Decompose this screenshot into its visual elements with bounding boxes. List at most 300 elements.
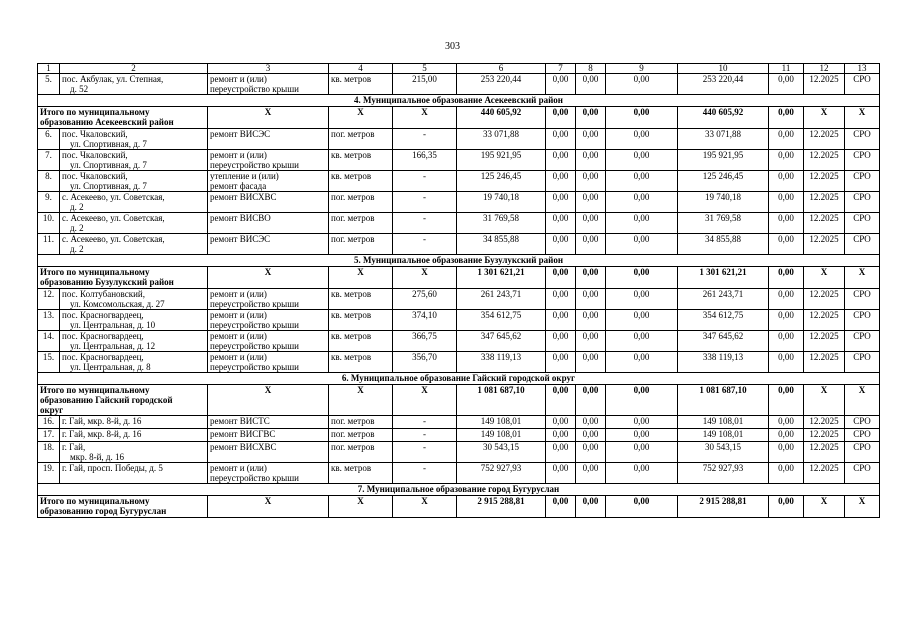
contractor-cell: СРО <box>845 192 880 213</box>
x-cell: Х <box>845 267 880 289</box>
subtotal-label-line: Итого по муниципальному <box>40 496 150 506</box>
value-cell: 0,00 <box>546 74 576 95</box>
contractor-cell: СРО <box>845 310 880 331</box>
value-cell: 0,00 <box>546 416 576 429</box>
work-type-cell <box>208 331 329 352</box>
address-cell <box>60 289 208 310</box>
fund-cost-cell: 31 769,58 <box>678 213 769 234</box>
value-cell: 0,00 <box>606 496 678 518</box>
value-cell: 0,00 <box>769 74 804 95</box>
value-cell: 0,00 <box>606 352 678 373</box>
total-cost-cell: 34 855,88 <box>457 234 546 255</box>
address-cell <box>60 416 208 429</box>
fund-cost-cell: 30 543,15 <box>678 442 769 463</box>
value-cell: 0,00 <box>769 496 804 518</box>
address-cell <box>60 234 208 255</box>
address-cell <box>60 150 208 171</box>
work-type-cell-line: ремонт ВИСГВС <box>210 429 276 439</box>
work-type-cell-line: ремонт ВИСХВС <box>210 442 277 452</box>
address-cell <box>60 310 208 331</box>
value-cell: 0,00 <box>546 385 576 416</box>
value-cell: 0,00 <box>769 442 804 463</box>
address-cell-line: с. Асекеево, ул. Советская, <box>62 234 165 244</box>
value-cell: 0,00 <box>546 289 576 310</box>
contractor-cell: СРО <box>845 352 880 373</box>
value-cell: 0,00 <box>606 74 678 95</box>
page-number: 303 <box>445 41 460 52</box>
value-cell: 0,00 <box>576 289 606 310</box>
value-cell: 0,00 <box>606 331 678 352</box>
value-cell: 0,00 <box>576 234 606 255</box>
work-type-cell-line: ремонт ВИСТС <box>210 416 270 426</box>
fund-cost-cell: 253 220,44 <box>678 74 769 95</box>
value-cell: 0,00 <box>576 150 606 171</box>
section-heading-row <box>38 373 880 385</box>
address-cell-line: с. Асекеево, ул. Советская, <box>62 192 165 202</box>
row-number-cell: 11. <box>38 234 60 255</box>
fund-cost-cell: 149 108,01 <box>678 416 769 429</box>
table-row <box>38 463 880 484</box>
value-cell: 0,00 <box>769 463 804 484</box>
fund-cost-cell: 1 081 687,10 <box>678 385 769 416</box>
value-cell: 0,00 <box>606 442 678 463</box>
total-cost-cell: 125 246,45 <box>457 171 546 192</box>
value-cell: 0,00 <box>546 150 576 171</box>
subtotal-label-line: образованию Гайский городской <box>40 395 173 405</box>
unit-cell: кв. метров <box>329 171 393 192</box>
value-cell: 0,00 <box>769 129 804 150</box>
value-cell: 0,00 <box>576 416 606 429</box>
value-cell: 0,00 <box>606 385 678 416</box>
address-cell-line: д. 2 <box>70 202 84 212</box>
value-cell: 0,00 <box>606 171 678 192</box>
column-header: 5 <box>393 64 457 74</box>
contractor-cell: СРО <box>845 213 880 234</box>
address-cell <box>60 442 208 463</box>
row-number-cell: 5. <box>38 74 60 95</box>
column-header: 11 <box>769 64 804 74</box>
subtotal-label-line: образованию Асекеевский район <box>40 117 174 127</box>
address-cell-line: ул. Спортивная, д. 7 <box>70 160 147 170</box>
value-cell: 0,00 <box>576 129 606 150</box>
fund-cost-cell: 440 605,92 <box>678 107 769 129</box>
value-cell: 0,00 <box>606 150 678 171</box>
work-type-cell <box>208 289 329 310</box>
value-cell: 0,00 <box>606 234 678 255</box>
work-type-cell-line: ремонт фасада <box>210 181 267 191</box>
column-header: 9 <box>606 64 678 74</box>
total-cost-cell: 253 220,44 <box>457 74 546 95</box>
work-type-cell-line: ремонт ВИСЭС <box>210 234 271 244</box>
quantity-cell: 166,35 <box>393 150 457 171</box>
address-cell <box>60 74 208 95</box>
quantity-cell: 215,00 <box>393 74 457 95</box>
table-row <box>38 234 880 255</box>
total-cost-cell: 2 915 288,81 <box>457 496 546 518</box>
table-row <box>38 429 880 442</box>
x-cell: Х <box>393 107 457 129</box>
subtotal-row <box>38 267 880 289</box>
work-type-cell <box>208 213 329 234</box>
work-type-cell-line: ремонт и (или) <box>210 331 267 341</box>
x-cell: Х <box>329 107 393 129</box>
value-cell: 0,00 <box>576 310 606 331</box>
value-cell: 0,00 <box>546 192 576 213</box>
address-cell-line: д. 52 <box>70 84 89 94</box>
value-cell: 0,00 <box>769 289 804 310</box>
value-cell: 0,00 <box>769 429 804 442</box>
table-body <box>38 64 880 518</box>
address-cell <box>60 213 208 234</box>
work-type-cell <box>208 192 329 213</box>
row-number-cell: 18. <box>38 442 60 463</box>
total-cost-cell: 752 927,93 <box>457 463 546 484</box>
deadline-cell: 12.2025 <box>804 234 845 255</box>
subtotal-label <box>38 267 208 289</box>
section-heading-row <box>38 95 880 107</box>
unit-cell: кв. метров <box>329 463 393 484</box>
unit-cell: пог. метров <box>329 192 393 213</box>
total-cost-cell: 195 921,95 <box>457 150 546 171</box>
fund-cost-cell: 34 855,88 <box>678 234 769 255</box>
address-cell <box>60 129 208 150</box>
value-cell: 0,00 <box>769 352 804 373</box>
column-header: 10 <box>678 64 769 74</box>
address-cell-line: г. Гай, мкр. 8-й, д. 16 <box>62 416 142 426</box>
total-cost-cell: 354 612,75 <box>457 310 546 331</box>
x-cell: Х <box>804 385 845 416</box>
address-cell-line: ул. Спортивная, д. 7 <box>70 139 147 149</box>
value-cell: 0,00 <box>769 310 804 331</box>
quantity-cell: - <box>393 234 457 255</box>
unit-cell: кв. метров <box>329 310 393 331</box>
address-cell <box>60 463 208 484</box>
value-cell: 0,00 <box>769 234 804 255</box>
deadline-cell: 12.2025 <box>804 150 845 171</box>
value-cell: 0,00 <box>576 267 606 289</box>
deadline-cell: 12.2025 <box>804 463 845 484</box>
subtotal-label <box>38 385 208 416</box>
fund-cost-cell: 338 119,13 <box>678 352 769 373</box>
x-cell: Х <box>804 496 845 518</box>
x-cell: Х <box>208 385 329 416</box>
value-cell: 0,00 <box>769 331 804 352</box>
work-type-cell-line: ремонт ВИСВО <box>210 213 271 223</box>
value-cell: 0,00 <box>769 416 804 429</box>
fund-cost-cell: 125 246,45 <box>678 171 769 192</box>
subtotal-label-line: округ <box>40 405 64 415</box>
row-number-cell: 7. <box>38 150 60 171</box>
work-type-cell-line: ремонт и (или) <box>210 150 267 160</box>
section-heading-row <box>38 255 880 267</box>
table-row <box>38 129 880 150</box>
value-cell: 0,00 <box>606 463 678 484</box>
work-type-cell-line: переустройство крыши <box>210 84 299 94</box>
address-cell <box>60 171 208 192</box>
address-cell-line: д. 2 <box>70 244 84 254</box>
address-cell-line: г. Гай, просп. Победы, д. 5 <box>62 463 163 473</box>
total-cost-cell: 30 543,15 <box>457 442 546 463</box>
x-cell: Х <box>845 385 880 416</box>
row-number-cell: 14. <box>38 331 60 352</box>
deadline-cell: 12.2025 <box>804 74 845 95</box>
value-cell: 0,00 <box>769 171 804 192</box>
unit-cell: кв. метров <box>329 331 393 352</box>
subtotal-row <box>38 496 880 518</box>
work-type-cell-line: ремонт и (или) <box>210 74 267 84</box>
value-cell: 0,00 <box>576 331 606 352</box>
fund-cost-cell: 149 108,01 <box>678 429 769 442</box>
subtotal-label-line: образованию Бузулукский район <box>40 277 174 287</box>
contractor-cell: СРО <box>845 442 880 463</box>
value-cell: 0,00 <box>576 385 606 416</box>
address-cell <box>60 331 208 352</box>
work-type-cell <box>208 352 329 373</box>
subtotal-label-line: образованию город Бугуруслан <box>40 506 167 516</box>
quantity-cell: - <box>393 463 457 484</box>
deadline-cell: 12.2025 <box>804 310 845 331</box>
value-cell: 0,00 <box>606 107 678 129</box>
unit-cell: кв. метров <box>329 150 393 171</box>
table-row <box>38 289 880 310</box>
address-cell-line: пос. Колтубановский, <box>62 289 145 299</box>
value-cell: 0,00 <box>546 129 576 150</box>
x-cell: Х <box>329 267 393 289</box>
total-cost-cell: 1 081 687,10 <box>457 385 546 416</box>
fund-cost-cell: 19 740,18 <box>678 192 769 213</box>
address-cell-line: ул. Центральная, д. 8 <box>70 362 151 372</box>
value-cell: 0,00 <box>769 385 804 416</box>
value-cell: 0,00 <box>546 352 576 373</box>
value-cell: 0,00 <box>606 310 678 331</box>
value-cell: 0,00 <box>606 213 678 234</box>
work-type-cell-line: ремонт ВИСЭС <box>210 129 271 139</box>
quantity-cell: 374,10 <box>393 310 457 331</box>
section-heading-row <box>38 484 880 496</box>
section-title: 7. Муниципальное образование город Бугуруслан <box>38 484 880 496</box>
total-cost-cell: 338 119,13 <box>457 352 546 373</box>
value-cell: 0,00 <box>606 192 678 213</box>
subtotal-label-line: Итого по муниципальному <box>40 107 150 117</box>
x-cell: Х <box>329 385 393 416</box>
fund-cost-cell: 354 612,75 <box>678 310 769 331</box>
contractor-cell: СРО <box>845 129 880 150</box>
work-type-cell <box>208 129 329 150</box>
column-number-row <box>38 64 880 74</box>
x-cell: Х <box>208 107 329 129</box>
fund-cost-cell: 195 921,95 <box>678 150 769 171</box>
work-type-cell-line: переустройство крыши <box>210 320 299 330</box>
address-cell <box>60 352 208 373</box>
quantity-cell: - <box>393 192 457 213</box>
work-type-cell <box>208 463 329 484</box>
value-cell: 0,00 <box>769 192 804 213</box>
column-header: 1 <box>38 64 60 74</box>
total-cost-cell: 440 605,92 <box>457 107 546 129</box>
contractor-cell: СРО <box>845 429 880 442</box>
value-cell: 0,00 <box>576 171 606 192</box>
deadline-cell: 12.2025 <box>804 213 845 234</box>
row-number-cell: 6. <box>38 129 60 150</box>
total-cost-cell: 261 243,71 <box>457 289 546 310</box>
deadline-cell: 12.2025 <box>804 429 845 442</box>
x-cell: Х <box>393 385 457 416</box>
row-number-cell: 9. <box>38 192 60 213</box>
deadline-cell: 12.2025 <box>804 171 845 192</box>
work-type-cell-line: утепление и (или) <box>210 171 279 181</box>
subtotal-label-line: Итого по муниципальному <box>40 267 150 277</box>
work-type-cell <box>208 171 329 192</box>
address-cell-line: пос. Акбулак, ул. Степная, <box>62 74 164 84</box>
subtotal-row <box>38 385 880 416</box>
total-cost-cell: 19 740,18 <box>457 192 546 213</box>
total-cost-cell: 149 108,01 <box>457 429 546 442</box>
work-type-cell-line: переустройство крыши <box>210 160 299 170</box>
value-cell: 0,00 <box>769 213 804 234</box>
table-row <box>38 150 880 171</box>
deadline-cell: 12.2025 <box>804 331 845 352</box>
table-row <box>38 213 880 234</box>
value-cell: 0,00 <box>546 213 576 234</box>
column-header: 3 <box>208 64 329 74</box>
contractor-cell: СРО <box>845 463 880 484</box>
address-cell-line: пос. Чкаловский, <box>62 171 128 181</box>
value-cell: 0,00 <box>769 107 804 129</box>
fund-cost-cell: 347 645,62 <box>678 331 769 352</box>
table-row <box>38 442 880 463</box>
table-row <box>38 352 880 373</box>
unit-cell: пог. метров <box>329 213 393 234</box>
section-title: 5. Муниципальное образование Бузулукский район <box>38 255 880 267</box>
address-cell-line: г. Гай, <box>62 442 86 452</box>
column-header: 6 <box>457 64 546 74</box>
total-cost-cell: 149 108,01 <box>457 416 546 429</box>
quantity-cell: - <box>393 429 457 442</box>
value-cell: 0,00 <box>769 150 804 171</box>
address-cell-line: ул. Центральная, д. 10 <box>70 320 156 330</box>
value-cell: 0,00 <box>546 331 576 352</box>
x-cell: Х <box>804 107 845 129</box>
work-type-cell-line: переустройство крыши <box>210 299 299 309</box>
fund-cost-cell: 752 927,93 <box>678 463 769 484</box>
address-cell-line: мкр. 8-й, д. 16 <box>70 452 124 462</box>
value-cell: 0,00 <box>769 267 804 289</box>
quantity-cell: 275,60 <box>393 289 457 310</box>
quantity-cell: - <box>393 213 457 234</box>
quantity-cell: - <box>393 416 457 429</box>
subtotal-row <box>38 107 880 129</box>
value-cell: 0,00 <box>576 463 606 484</box>
column-header: 7 <box>546 64 576 74</box>
repair-schedule-table <box>37 63 880 518</box>
row-number-cell: 13. <box>38 310 60 331</box>
value-cell: 0,00 <box>546 234 576 255</box>
contractor-cell: СРО <box>845 289 880 310</box>
unit-cell: пог. метров <box>329 416 393 429</box>
value-cell: 0,00 <box>576 429 606 442</box>
value-cell: 0,00 <box>576 107 606 129</box>
x-cell: Х <box>208 267 329 289</box>
column-header: 13 <box>845 64 880 74</box>
table-row <box>38 416 880 429</box>
address-cell-line: г. Гай, мкр. 8-й, д. 16 <box>62 429 142 439</box>
table-row <box>38 331 880 352</box>
x-cell: Х <box>804 267 845 289</box>
value-cell: 0,00 <box>546 171 576 192</box>
row-number-cell: 19. <box>38 463 60 484</box>
work-type-cell-line: ремонт ВИСХВС <box>210 192 277 202</box>
deadline-cell: 12.2025 <box>804 192 845 213</box>
table-row <box>38 74 880 95</box>
address-cell-line: ул. Центральная, д. 12 <box>70 341 156 351</box>
quantity-cell: - <box>393 442 457 463</box>
value-cell: 0,00 <box>546 107 576 129</box>
total-cost-cell: 33 071,88 <box>457 129 546 150</box>
contractor-cell: СРО <box>845 331 880 352</box>
fund-cost-cell: 261 243,71 <box>678 289 769 310</box>
work-type-cell <box>208 310 329 331</box>
value-cell: 0,00 <box>546 267 576 289</box>
address-cell-line: ул. Спортивная, д. 7 <box>70 181 147 191</box>
x-cell: Х <box>845 107 880 129</box>
table-row <box>38 192 880 213</box>
address-cell <box>60 429 208 442</box>
unit-cell: кв. метров <box>329 352 393 373</box>
row-number-cell: 17. <box>38 429 60 442</box>
deadline-cell: 12.2025 <box>804 352 845 373</box>
value-cell: 0,00 <box>546 496 576 518</box>
work-type-cell <box>208 74 329 95</box>
value-cell: 0,00 <box>606 289 678 310</box>
fund-cost-cell: 2 915 288,81 <box>678 496 769 518</box>
table-row <box>38 171 880 192</box>
work-type-cell-line: ремонт и (или) <box>210 310 267 320</box>
subtotal-label-line: Итого по муниципальному <box>40 385 150 395</box>
deadline-cell: 12.2025 <box>804 129 845 150</box>
unit-cell: пог. метров <box>329 429 393 442</box>
address-cell-line: пос. Красногвардеец, <box>62 331 144 341</box>
work-type-cell <box>208 442 329 463</box>
work-type-cell <box>208 234 329 255</box>
address-cell-line: д. 2 <box>70 223 84 233</box>
work-type-cell <box>208 150 329 171</box>
value-cell: 0,00 <box>576 213 606 234</box>
row-number-cell: 10. <box>38 213 60 234</box>
value-cell: 0,00 <box>576 496 606 518</box>
work-type-cell <box>208 416 329 429</box>
x-cell: Х <box>393 496 457 518</box>
value-cell: 0,00 <box>606 267 678 289</box>
unit-cell: пог. метров <box>329 442 393 463</box>
contractor-cell: СРО <box>845 416 880 429</box>
value-cell: 0,00 <box>546 463 576 484</box>
address-cell-line: пос. Чкаловский, <box>62 150 128 160</box>
fund-cost-cell: 33 071,88 <box>678 129 769 150</box>
total-cost-cell: 31 769,58 <box>457 213 546 234</box>
contractor-cell: СРО <box>845 171 880 192</box>
row-number-cell: 15. <box>38 352 60 373</box>
deadline-cell: 12.2025 <box>804 442 845 463</box>
unit-cell: кв. метров <box>329 74 393 95</box>
deadline-cell: 12.2025 <box>804 289 845 310</box>
x-cell: Х <box>329 496 393 518</box>
value-cell: 0,00 <box>606 429 678 442</box>
subtotal-label <box>38 107 208 129</box>
unit-cell: кв. метров <box>329 289 393 310</box>
work-type-cell-line: переустройство крыши <box>210 473 299 483</box>
unit-cell: пог. метров <box>329 129 393 150</box>
x-cell: Х <box>208 496 329 518</box>
